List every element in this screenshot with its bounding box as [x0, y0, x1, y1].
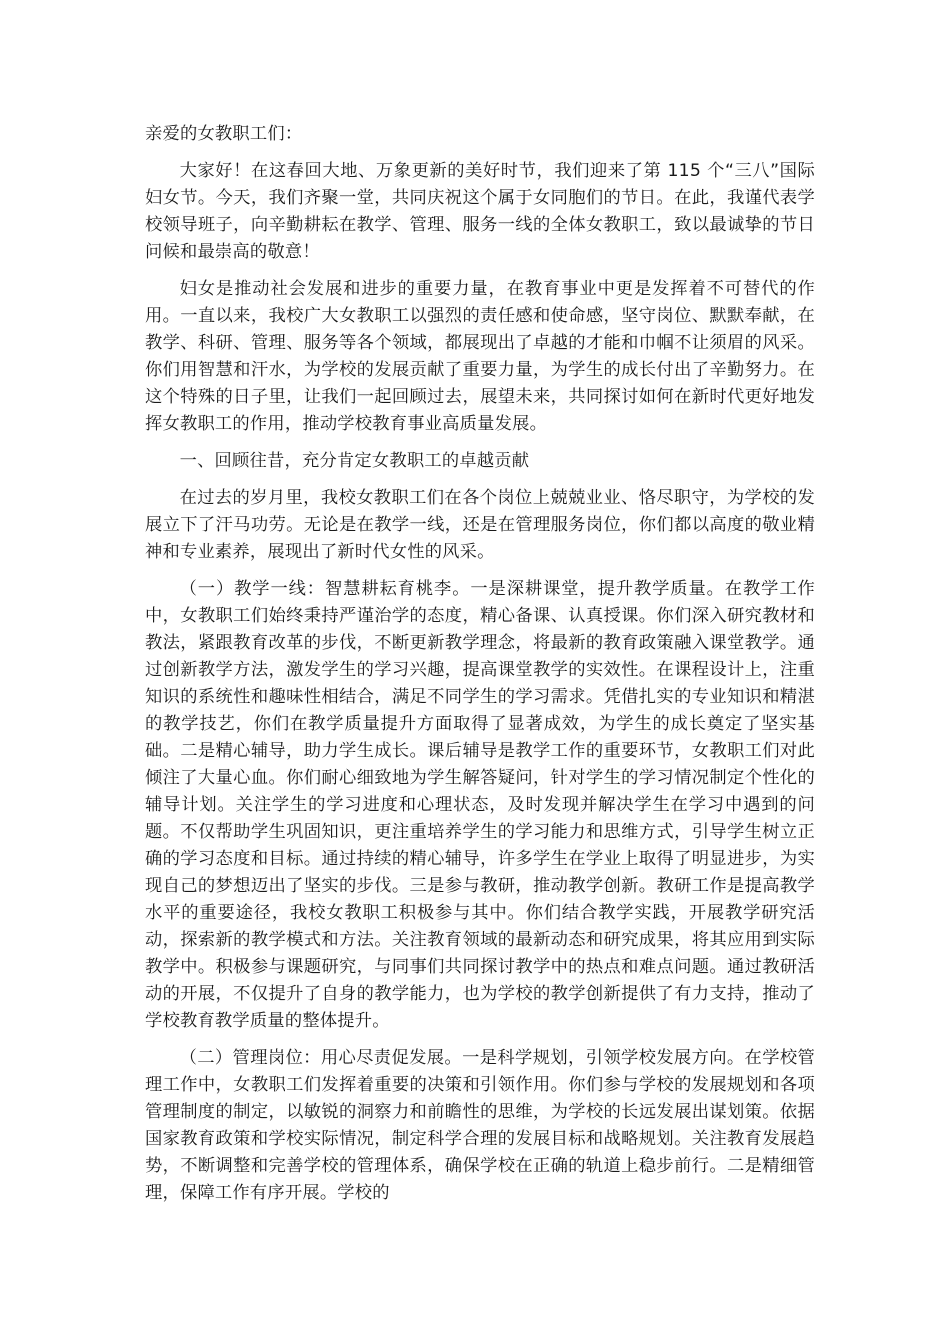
paragraph-teaching: （一）教学一线：智慧耕耘育桃李。一是深耕课堂，提升教学质量。在教学工作中，女教职工们始终秉持严谨治学的态度，精心备课、认真授课。你们深入研究教材和教法，紧跟教育改革的步伐，不断更新教学理念，将最新的教育政策融入课堂教学。通过创新教学方法，激发学生的学习兴趣，提高课堂教学的实效性。在课程设计上，注重知识的系统性和趣味性相结合，满足不同学生的学习需求。凭借扎实的专业知识和精湛的教学技艺，你们在教学质量提升方面取得了显著成效，为学生的成长奠定了坚实基础。二是精心辅导，助力学生成长。课后辅导是教学工作的重要环节，女教职工们对此倾注了大量心血。你们耐心细致地为学生解答疑问，针对学生的学习情况制定个性化的辅导计划。关注学生的学习进度和心理状态，及时发现并解决学生在学习中遇到的问题。不仅帮助学生巩固知识，更注重培养学生的学习能力和思维方式，引导学生树立正确的学习态度和目标。通过持续的精心辅导，许多学生在学业上取得了明显进步，为实现自己的梦想迈出了坚实的步伐。三是参与教研，推动教学创新。教研工作是提高教学水平的重要途径，我校女教职工积极参与其中。你们结合教学实践，开展教学研究活动，探索新的教学模式和方法。关注教育领域的最新动态和研究成果，将其应用到实际教学中。积极参与课题研究，与同事们共同探讨教学中的热点和难点问题。通过教研活动的开展，不仅提升了自身的教学能力，也为学校的教学创新提供了有力支持，推动了学校教育教学质量的整体提升。	[145, 579, 815, 1031]
document-body	[145, 121, 815, 1217]
section-heading-1: 一、回顾往昔，充分肯定女教职工的卓越贡献	[179, 451, 530, 471]
paragraph-greeting: 大家好！在这春回大地、万象更新的美好时节，我们迎来了第 115 个“三八”国际妇女节。今天，我们齐聚一堂，共同庆祝这个属于女同胞们的节日。在此，我谨代表学校领导班子，向辛勤耕耘在教学、管理、服务一线的全体女教职工，致以最诚挚的节日问候和最崇高的敬意！	[145, 161, 815, 262]
paragraph-management: （二）管理岗位：用心尽责促发展。一是科学规划，引领学校发展方向。在学校管理工作中，女教职工们发挥着重要的决策和引领作用。你们参与学校的发展规划和各项管理制度的制定，以敏锐的洞察力和前瞻性的思维，为学校的长远发展出谋划策。依据国家教育政策和学校实际情况，制定科学合理的发展目标和战略规划。关注教育发展趋势，不断调整和完善学校的管理体系，确保学校在正确的轨道上稳步前行。二是精细管理，保障工作有序开展。学校的	[145, 1048, 815, 1203]
salutation: 亲爱的女教职工们：	[145, 124, 303, 144]
paragraph-review: 在过去的岁月里，我校女教职工们在各个岗位上兢兢业业、恪尽职守，为学校的发展立下了汗马功劳。无论是在教学一线，还是在管理服务岗位，你们都以高度的敬业精神和专业素养，展现出了新时代女性的风采。	[145, 488, 815, 562]
paragraph-women-role: 妇女是推动社会发展和进步的重要力量，在教育事业中更是发挥着不可替代的作用。一直以来，我校广大女教职工以强烈的责任感和使命感，坚守岗位、默默奉献，在教学、科研、管理、服务等各个领域，都展现出了卓越的才能和巾帼不让须眉的风采。你们用智慧和汗水，为学校的发展贡献了重要力量，为学生的成长付出了辛勤努力。在这个特殊的日子里，让我们一起回顾过去，展望未来，共同探讨如何在新时代更好地发挥女教职工的作用，推动学校教育事业高质量发展。	[145, 279, 815, 434]
